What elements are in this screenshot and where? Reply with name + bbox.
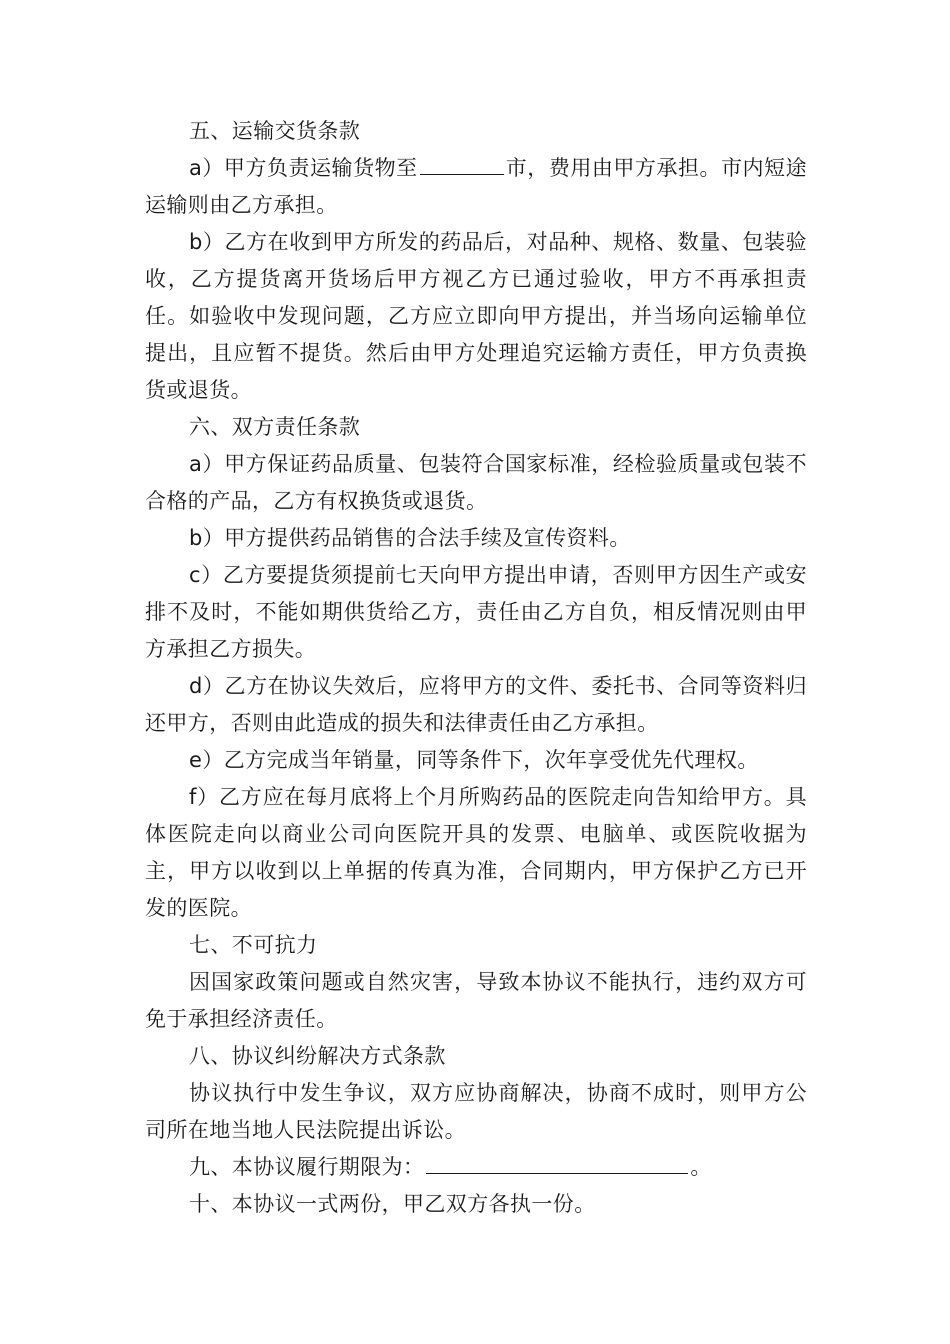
section-heading-responsibility: 六、双方责任条款 — [189, 415, 361, 439]
contract-body — [145, 113, 807, 1223]
clause-responsibility-a: a）甲方保证药品质量、包装符合国家标准，经检验质量或包装不合格的产品，乙方有权换货或退货。 — [145, 452, 807, 513]
clause-copies: 十、本协议一式两份，甲乙双方各执一份。 — [189, 1192, 596, 1216]
clause-dispute: 协议执行中发生争议，双方应协商解决，协商不成时，则甲方公司所在地当地人民法院提出诉讼。 — [145, 1081, 807, 1142]
clause-responsibility-e: e）乙方完成当年销量，同等条件下，次年享受优先代理权。 — [189, 748, 759, 772]
section-heading-force-majeure: 七、不可抗力 — [189, 933, 318, 957]
clause-responsibility-f: f）乙方应在每月底将上个月所购药品的医院走向告知给甲方。具体医院走向以商业公司向医院开具的发票、电脑单、或医院收据为主，甲方以收到以上单据的传真为准，合同期内，甲方保护乙方已开发的医院。 — [145, 785, 807, 920]
clause-responsibility-b: b）甲方提供药品销售的合法手续及宣传资料。 — [189, 526, 631, 550]
clause-transport-a: a）甲方负责运输货物至 市，费用由甲方承担。市内短途运输则由乙方承担。 — [145, 150, 807, 224]
fill-in-blank-city[interactable] — [420, 152, 504, 175]
clause-transport-b: b）乙方在收到甲方所发的药品后，对品种、规格、数量、包装验收，乙方提货离开货场后甲方视乙方已通过验收，甲方不再承担责任。如验收中发现问题，乙方应立即向甲方提出，并当场向运输单位提出，且应暂不提货。然后由甲方处理追究运输方责任，甲方负责换货或退货。 — [145, 230, 807, 402]
clause-term: 九、本协议履行期限为： 。 — [145, 1149, 807, 1186]
clause-responsibility-c: c）乙方要提货须提前七天向甲方提出申请，否则甲方因生产或安排不及时，不能如期供货给乙方，责任由乙方自负，相反情况则由甲方承担乙方损失。 — [145, 563, 807, 661]
clause-responsibility-d: d）乙方在协议失效后，应将甲方的文件、委托书、合同等资料归还甲方，否则由此造成的损失和法律责任由乙方承担。 — [145, 674, 807, 735]
clause-force-majeure: 因国家政策问题或自然灾害，导致本协议不能执行，违约双方可免于承担经济责任。 — [145, 970, 807, 1031]
section-heading-transport: 五、运输交货条款 — [189, 119, 361, 143]
section-heading-dispute: 八、协议纠纷解决方式条款 — [189, 1044, 446, 1068]
fill-in-blank-term[interactable] — [426, 1151, 688, 1174]
